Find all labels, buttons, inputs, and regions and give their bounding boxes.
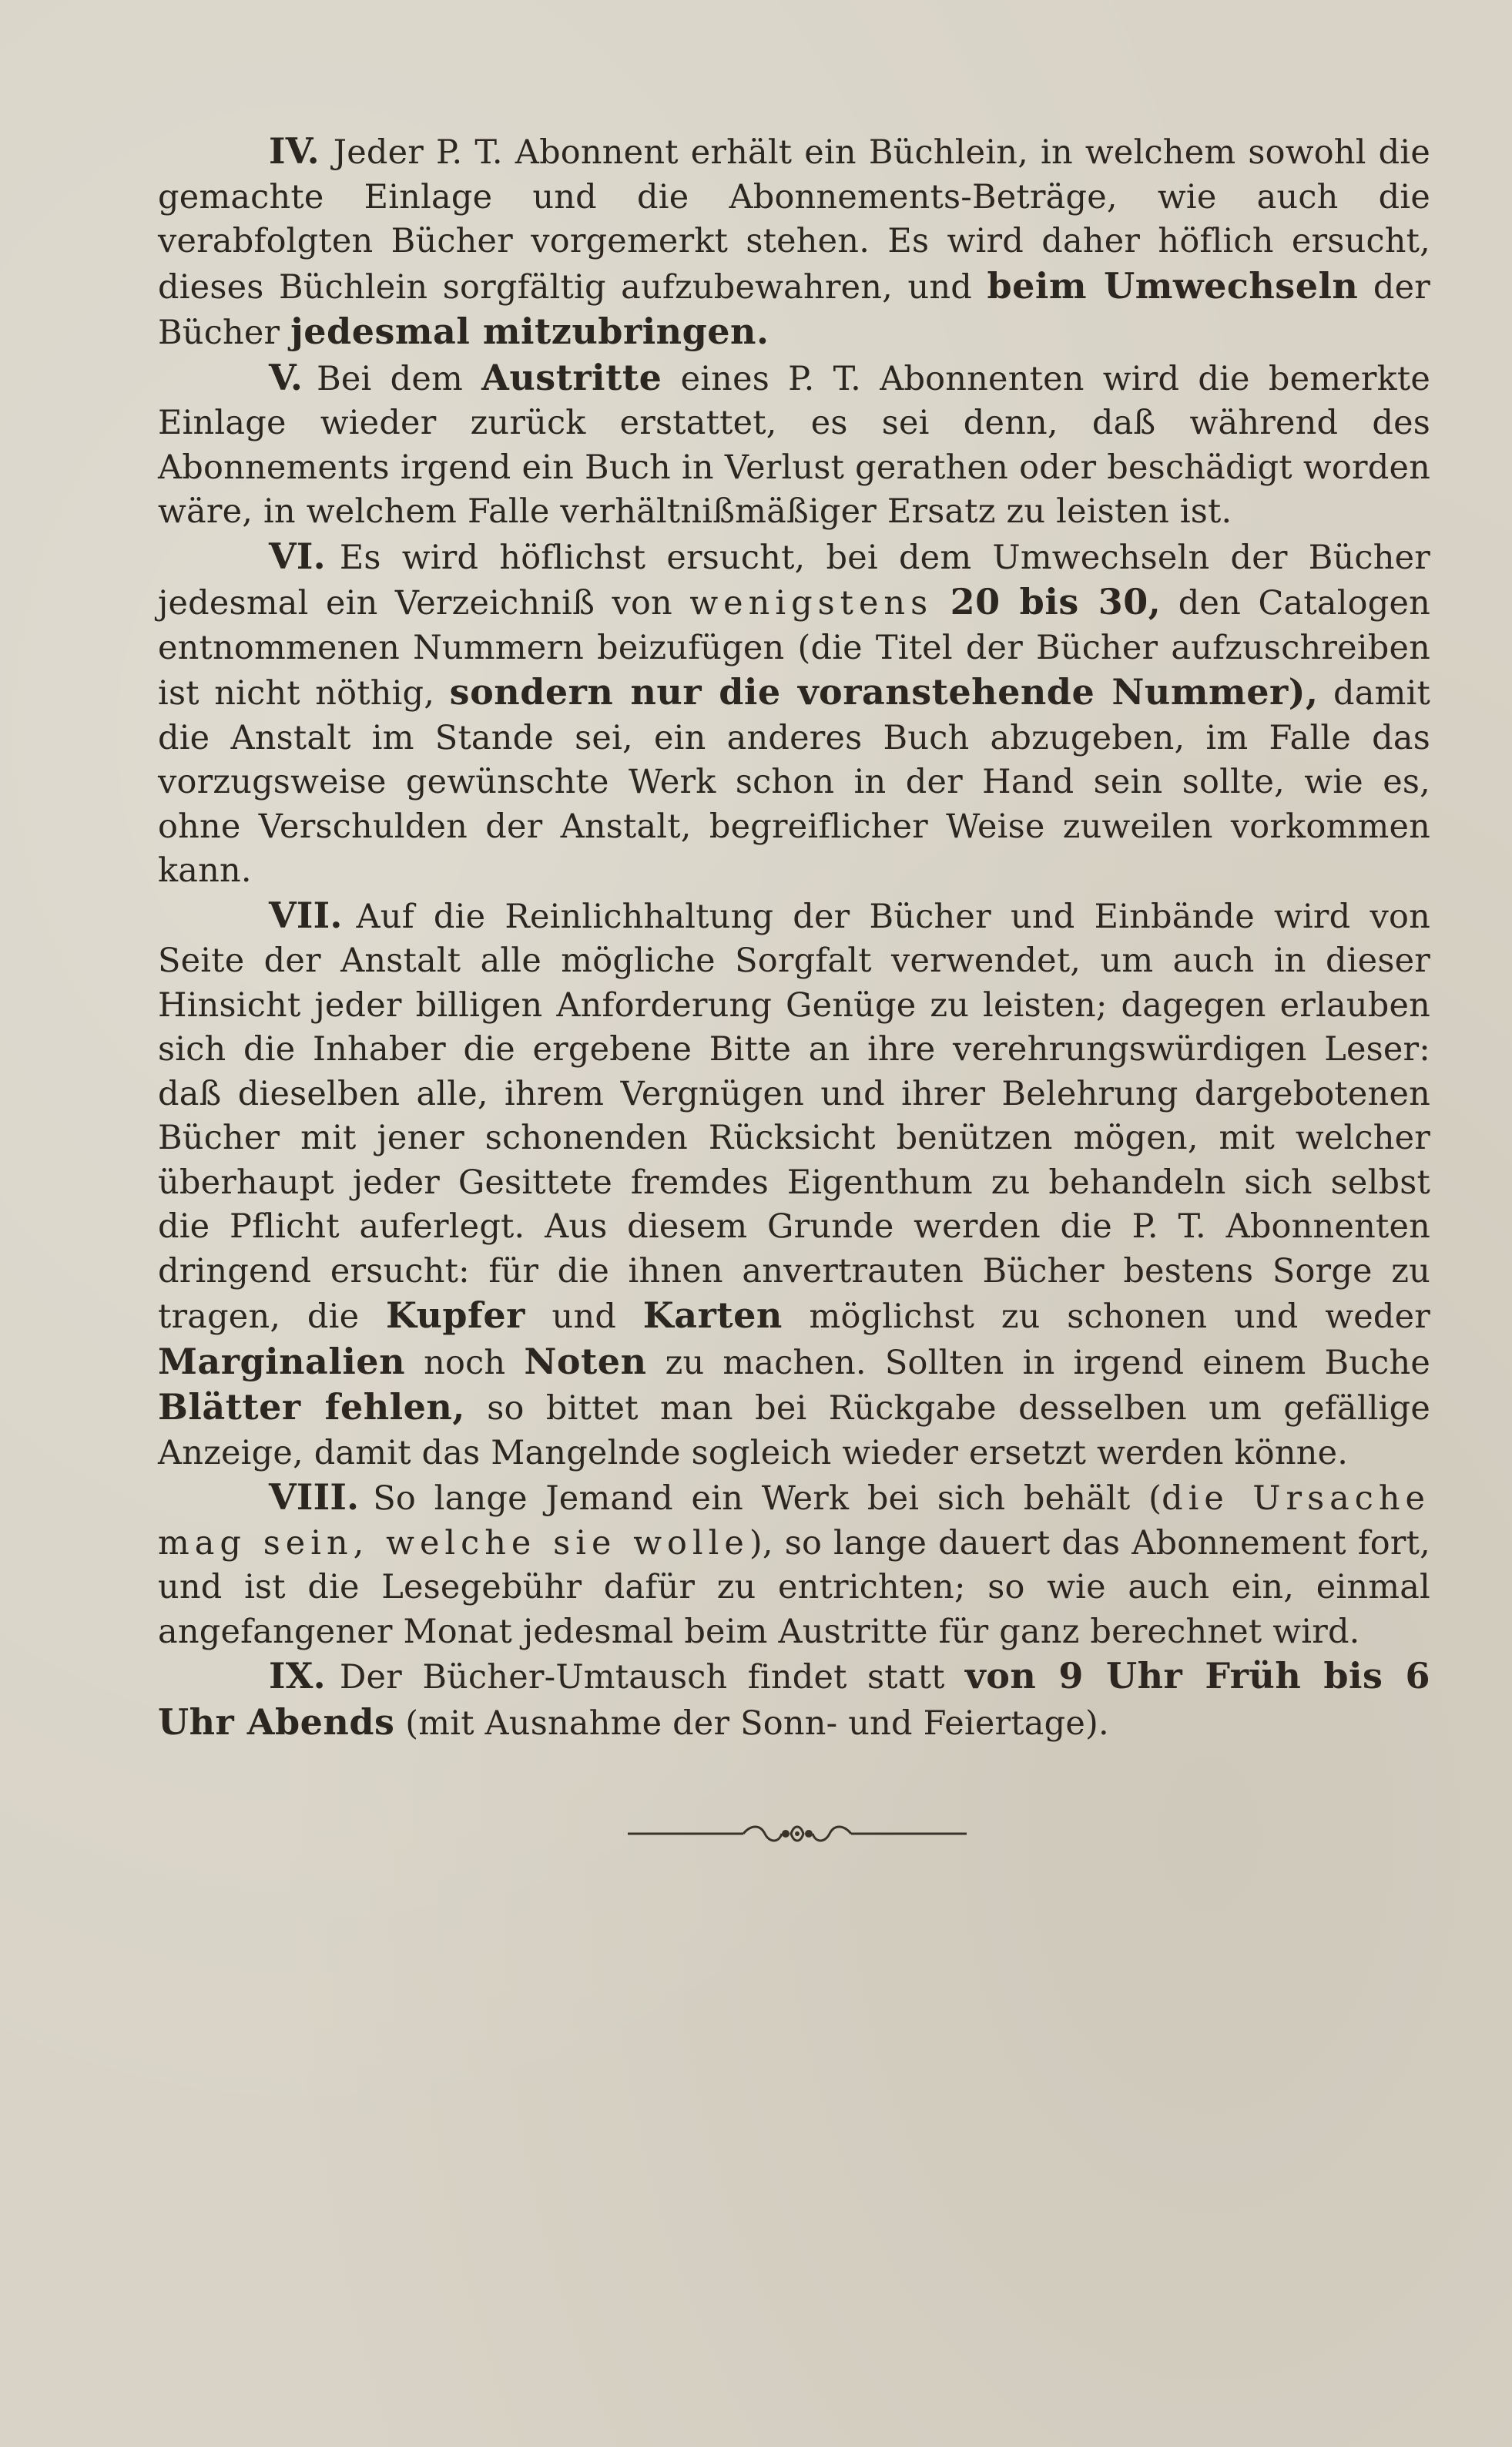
paragraph-text: Auf die Reinlichhaltung der Bücher und Einbände wird von Seite der Anstalt alle mögliche Sorgfalt verwendet, um auch in dieser Hinsicht jeder billigen Anforderung Genüge zu leisten; dagegen erlauben sich die Inhaber die ergebene Bitte an ihre verehrungswürdigen Leser: daß dieselben alle, ihrem Vergnügen und ihrer Belehrung dargebotenen Bücher mit jener schonenden Rücksicht benützen mögen, mit welcher überhaupt jeder Gesittete fremdes Eigenthum zu behandeln sich selbst die Pflicht auferlegt. Aus diesem Grunde werden die P. T. Abonnenten dringend ersucht: für die ihnen anvertrauten Bücher bestens Sorge zu tragen, die [158, 897, 1430, 1336]
paragraph-number: IV. [269, 130, 320, 172]
emphasis-text: Noten [524, 1340, 647, 1382]
paragraph-vii [158, 894, 1430, 1476]
paragraph-number: IX. [269, 1655, 326, 1697]
emphasis-text: von 9 Uhr Früh bis 6 Uhr Abends [158, 1655, 1430, 1743]
spaced-text: wenigstens [689, 584, 934, 623]
paragraph-text: und [525, 1297, 643, 1336]
paragraph-text: zu machen. Sollten in irgend einem Buche [646, 1343, 1430, 1382]
paragraph-text: So lange Jemand ein Werk bei sich behält ( [373, 1479, 1162, 1518]
emphasis-text: Kupfer [385, 1294, 525, 1336]
paragraph-text [933, 584, 950, 623]
paragraph-text: (mit Ausnahme der Sonn- und Feiertage). [394, 1704, 1109, 1743]
paragraph-text: ), so lange dauert das Abonnement fort, und ist die Lesegebühr dafür zu entrichten; so wie auch ein, einmal angefangener Monat jedesmal beim Austritte für ganz berechnet wird. [158, 1523, 1430, 1651]
emphasis-text: Blätter fehlen, [158, 1386, 465, 1428]
paragraph-number: VI. [269, 535, 326, 577]
paragraph-viii [158, 1475, 1430, 1654]
emphasis-text: Karten [642, 1294, 783, 1336]
paragraph-v [158, 356, 1430, 535]
emphasis-text: Marginalien [158, 1340, 406, 1382]
emphasis-text: Austritte [481, 356, 662, 398]
paragraph-text: Der Bücher-Umtausch findet statt [339, 1658, 965, 1697]
rules-text [158, 129, 1430, 1746]
paragraph-text: damit die Anstalt im Stande sei, ein anderes Buch abzugeben, im Falle das vorzugsweise gewünschte Werk schon in der Hand sein sollte, wie es, ohne Verschulden der Anstalt, begreiflicher Weise zuweilen vorkommen kann. [158, 674, 1431, 890]
paragraph-vi [158, 535, 1430, 894]
paragraph-text: Jeder P. T. Abonnent erhält ein Büchlein, in welchem sowohl die gemachte Einlage und die Abonnements-Beträge, wie auch die verabfolgten Bücher vorgemerkt stehen. Es wird daher höflich ersucht, dieses Büchlein sorgfältig aufzubewahren, und [158, 133, 1430, 307]
paragraph-number: VII. [269, 894, 343, 936]
paragraph-number: V. [269, 356, 303, 398]
paragraph-number: VIII. [269, 1476, 360, 1518]
paragraph-text: noch [405, 1343, 525, 1382]
paragraph-text: den Catalogen entnommenen Nummern beizufügen (die Titel der Bücher aufzuschreiben ist nicht nöthig, [158, 584, 1431, 713]
paragraph-text: eines P. T. Abonnenten wird die bemerkte Einlage wieder zurück erstattet, es sei denn, daß während des Abonnements irgend ein Buch in Verlust gerathen oder beschädigt worden wäre, in welchem Falle verhältnißmäßiger Ersatz zu leisten ist. [158, 359, 1430, 531]
emphasis-text: sondern nur die voranstehende Nummer), [449, 671, 1319, 713]
emphasis-text: beim Umwechseln [987, 264, 1359, 307]
paragraph-ix [158, 1654, 1430, 1746]
emphasis-text: jedesmal mitzubringen. [290, 310, 769, 352]
paragraph-iv [158, 129, 1430, 356]
paragraph-text: möglichst zu schonen und weder [782, 1297, 1430, 1336]
paragraph-text: Es wird höflichst ersucht, bei dem Umwechseln der Bücher jedesmal ein Verzeichniß von [158, 538, 1430, 623]
paragraph-text: Bei dem [317, 359, 482, 398]
ornamental-divider-icon [628, 1818, 967, 1849]
paragraph-text: der Bücher [158, 267, 1430, 352]
spaced-text: die Ursache mag sein, welche sie wolle [158, 1479, 1430, 1563]
paragraph-text: so bittet man bei Rückgabe desselben um gefällige Anzeige, damit das Mangelnde sogleich wieder ersetzt werden könne. [158, 1389, 1430, 1472]
emphasis-text: 20 bis 30, [950, 581, 1162, 623]
